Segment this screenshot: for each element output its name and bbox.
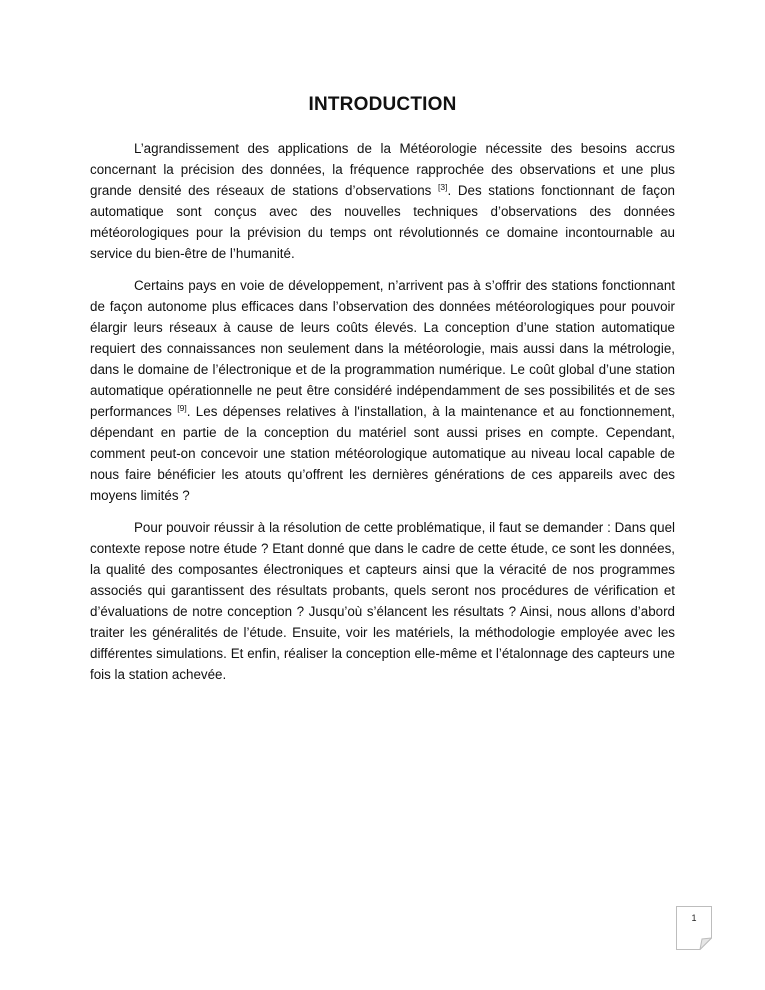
paragraph-3 — [90, 517, 675, 685]
citation-ref: [3] — [438, 182, 448, 192]
paragraph-text: . Des stations fonctionnant de façon automatique sont conçus avec des nouvelles techniques d’observations des données météorologiques pour la prévision du temps ont révolutionnés ce domaine incontournable au service du bien-être de l’humanité. — [90, 183, 675, 261]
page-number-box — [676, 906, 712, 950]
paragraph-2 — [90, 275, 675, 506]
body-text — [90, 138, 675, 696]
page-number: 1 — [691, 913, 697, 923]
paragraph-text: . Les dépenses relatives à l'installation, à la maintenance et au fonctionnement, dépendant en partie de la conception du matériel sont aussi prises en compte. Cependant, comment peut-on concevoir une station météorologique automatique au niveau local capable de nous faire bénéficier les atouts qu’offrent les dernières générations de ces appareils avec des moyens limités ? — [90, 404, 675, 503]
page-title: INTRODUCTION — [308, 94, 457, 115]
paragraph-text: Pour pouvoir réussir à la résolution de cette problématique, il faut se demander : Dans quel contexte repose notre étude ? Etant donné que dans le cadre de cette étude, ce sont les données, la qualité des composantes électroniques et capteurs ainsi que la véracité de nos programmes associés qui garantissent des résultats probants, quels seront nos procédures de vérification et d’évaluations de notre conception ? Jusqu’où s’élancent les résultats ? Ainsi, nous allons d’abord traiter les généralités de l’étude. Ensuite, voir les matériels, la méthodologie employée avec les différentes simulations. Et enfin, réaliser la conception elle-même et l’étalonnage des capteurs une fois la station achevée. — [90, 520, 675, 682]
citation-ref: [9] — [177, 403, 187, 413]
paragraph-text: Certains pays en voie de développement, n’arrivent pas à s’offrir des stations fonctionnant de façon autonome plus efficaces dans l’observation des données météorologiques pour pouvoir élargir leurs réseaux à cause de leurs coûts élevés. La conception d’une station automatique requiert des connaissances non seulement dans la météorologie, mais aussi dans la métrologie, dans le domaine de l’électronique et de la programmation numérique. Le coût global d’une station automatique opérationnelle ne peut être considéré indépendamment de ses possibilités et de ses performances — [90, 278, 675, 419]
paragraph-1 — [90, 138, 675, 264]
paragraph-text: L’agrandissement des applications de la Météorologie nécessite des besoins accrus concernant la précision des données, la fréquence rapprochée des observations et une plus grande densité des réseaux de stations d’observations — [90, 141, 675, 198]
